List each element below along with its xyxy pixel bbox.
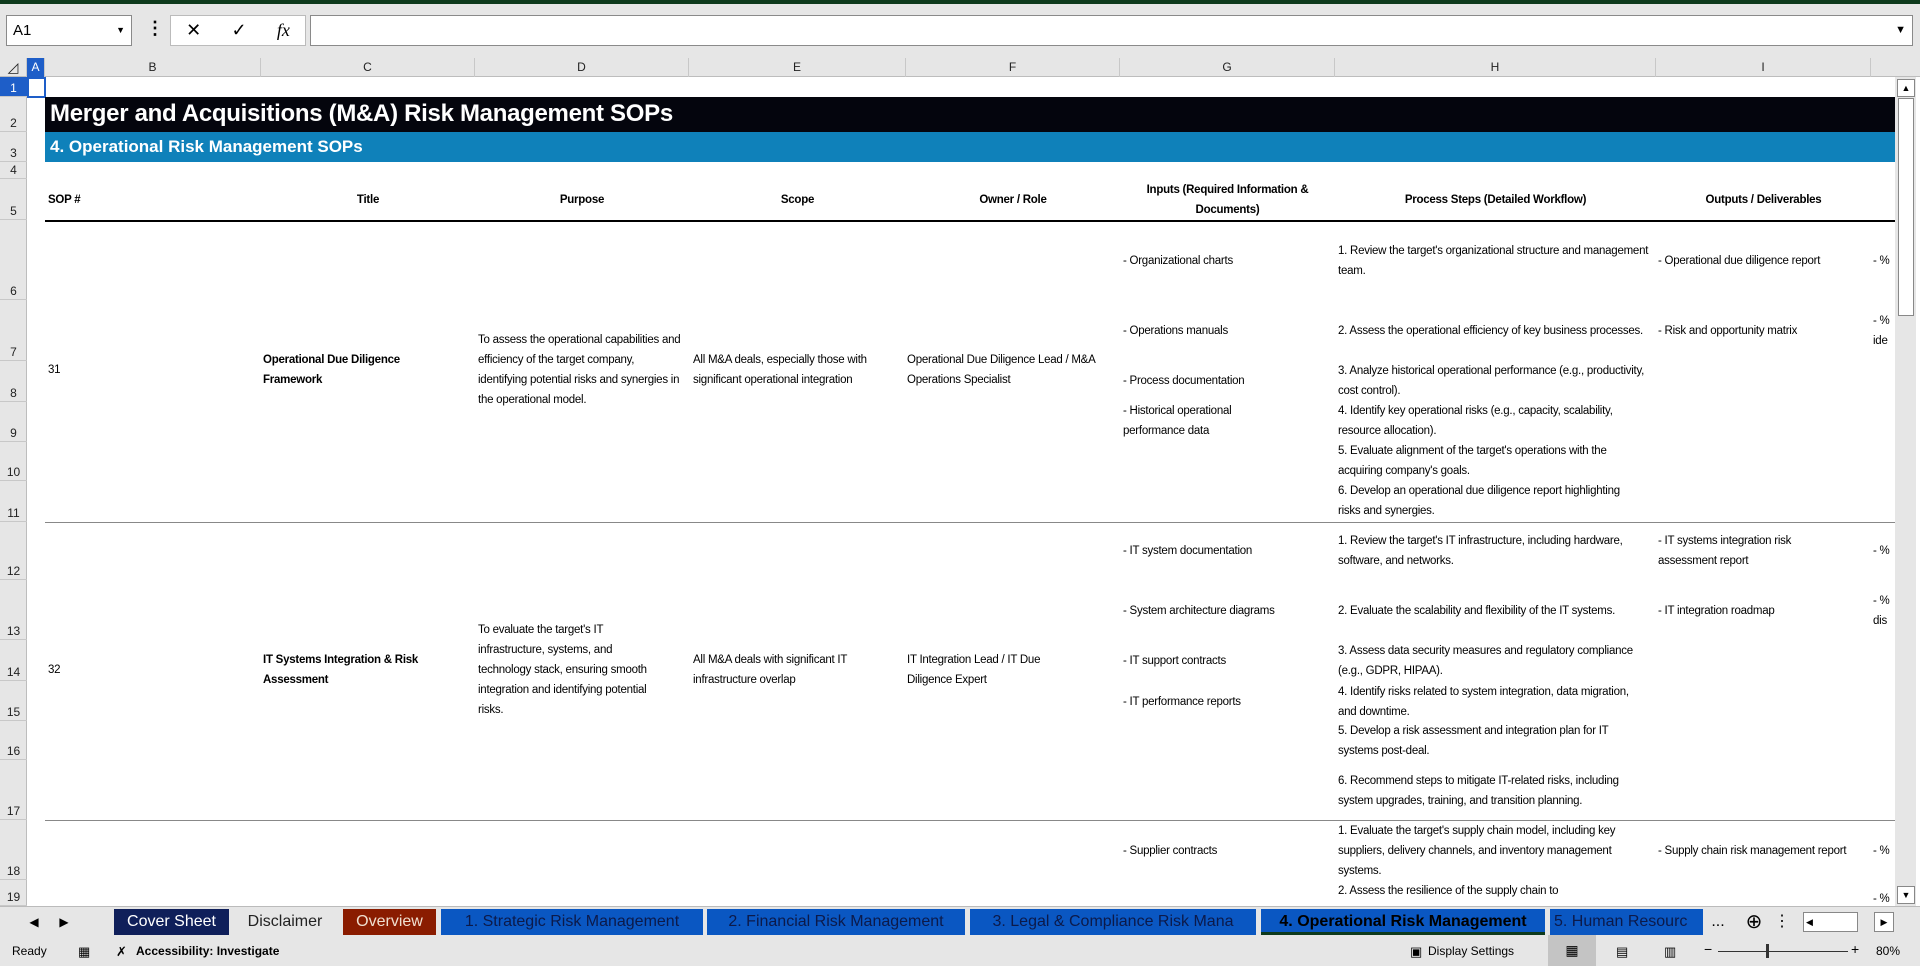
formula-input[interactable] [310, 15, 1913, 46]
column-header-h[interactable]: H [1335, 58, 1656, 77]
output-item[interactable]: - IT integration roadmap [1658, 605, 1775, 617]
output-item[interactable]: - Risk and opportunity matrix [1658, 325, 1798, 337]
section-title: 4. Operational Risk Management SOPs [45, 132, 1895, 162]
row-header[interactable]: 14 [0, 640, 27, 681]
input-item[interactable]: - Organizational charts [1123, 255, 1233, 267]
column-header-i[interactable]: I [1656, 58, 1871, 77]
process-step[interactable]: 2. Assess the resilience of the supply chain to [1338, 885, 1559, 897]
overflow-text: ide [1873, 335, 1888, 347]
process-step[interactable]: 1. Review the target's IT infrastructure, including hardware, software, and networks. [1338, 535, 1623, 567]
horizontal-scroll-right-icon[interactable]: ▶ [1874, 912, 1894, 932]
accessibility-icon[interactable]: ✗ [116, 944, 127, 959]
sop-owner[interactable]: IT Integration Lead / IT Due Diligence Expert [907, 654, 1041, 686]
header-divider [45, 220, 1895, 222]
more-options-icon[interactable]: ⋮ [146, 18, 164, 38]
enter-icon[interactable]: ✓ [231, 20, 247, 40]
sop-purpose[interactable]: To assess the operational capabilities and efficiency of the target company, identifying potential risks and synergies in the operational model. [478, 334, 681, 406]
input-item[interactable]: - IT support contracts [1123, 655, 1226, 667]
row-header[interactable]: 8 [0, 361, 27, 402]
output-item[interactable]: - IT systems integration risk assessment report [1658, 535, 1792, 567]
display-settings-button[interactable]: Display Settings [1428, 944, 1515, 958]
tab-scroll-right-icon[interactable]: ▶ [59, 915, 69, 929]
column-header-g[interactable]: G [1120, 58, 1335, 77]
row-header[interactable]: 18 [0, 820, 27, 880]
input-item[interactable]: - Process documentation [1123, 375, 1245, 387]
input-item[interactable]: - Historical operational performance data [1123, 405, 1232, 437]
sop-scope[interactable]: All M&A deals, especially those with significant operational integration [693, 354, 867, 386]
process-step[interactable]: 2. Assess the operational efficiency of key business processes. [1338, 325, 1643, 337]
column-header-c[interactable]: C [261, 58, 475, 77]
select-all-icon[interactable]: ◿ [0, 58, 27, 77]
row-header[interactable]: 10 [0, 442, 27, 481]
header-scope: Scope [780, 194, 815, 206]
header-title: Title [356, 194, 380, 206]
tab-operational-risk[interactable]: 4. Operational Risk Management [1261, 909, 1545, 935]
row-headers [0, 77, 27, 906]
horizontal-scroll-left-icon[interactable]: ◀ [1803, 912, 1858, 932]
scroll-up-icon[interactable]: ▲ [1897, 79, 1915, 97]
process-step[interactable]: 3. Assess data security measures and regulatory compliance (e.g., GDPR, HIPAA). [1338, 645, 1633, 677]
expand-formula-icon[interactable]: ▼ [1895, 24, 1906, 36]
input-item[interactable]: - IT system documentation [1123, 545, 1253, 557]
macro-recording-icon[interactable]: ▦ [78, 944, 91, 959]
process-step[interactable]: 5. Develop a risk assessment and integration plan for IT systems post-deal. [1338, 725, 1609, 757]
insert-function-icon[interactable]: fx [276, 20, 290, 40]
status-bar [0, 935, 1920, 966]
overflow-text: - % [1873, 845, 1890, 857]
row-header[interactable]: 17 [0, 760, 27, 820]
tab-overview[interactable]: Overview [343, 909, 436, 935]
tab-strategic-risk[interactable]: 1. Strategic Risk Management [441, 909, 703, 935]
selected-cell-a1[interactable] [27, 77, 46, 98]
cancel-icon[interactable]: ✕ [186, 20, 202, 40]
column-header-b[interactable]: B [45, 58, 261, 77]
tab-human-resources[interactable]: 5. Human Resourc [1550, 909, 1703, 935]
column-header-a[interactable]: A [27, 58, 45, 77]
name-box[interactable] [6, 15, 132, 46]
sheet-title: Merger and Acquisitions (M&A) Risk Management SOPs [45, 97, 1895, 132]
input-item[interactable]: - System architecture diagrams [1123, 605, 1275, 617]
row-divider [45, 522, 1895, 523]
tab-options-icon[interactable]: ⋮ [1774, 913, 1790, 930]
sop-scope[interactable]: All M&A deals with significant IT infrastructure overlap [693, 654, 847, 686]
row-header[interactable]: 13 [0, 580, 27, 640]
process-step[interactable]: 3. Analyze historical operational performance (e.g., productivity, cost control). [1338, 365, 1645, 397]
sop-number[interactable]: 32 [48, 664, 61, 676]
process-step[interactable]: 6. Develop an operational due diligence report highlighting risks and synergies. [1338, 485, 1620, 517]
row-header[interactable]: 3 [0, 132, 27, 162]
row-header[interactable]: 16 [0, 721, 27, 760]
sheet-tab-bar [0, 906, 1920, 935]
tab-scroll-left-icon[interactable]: ◀ [29, 915, 39, 929]
overflow-text: - % [1873, 255, 1890, 267]
row-header[interactable]: 19 [0, 880, 27, 906]
tab-disclaimer[interactable]: Disclaimer [247, 913, 323, 930]
sop-purpose[interactable]: To evaluate the target's IT infrastructure, systems, and technology stack, ensuring smooth integration and identifying potential risks. [478, 624, 647, 716]
more-tabs[interactable]: ... [1711, 913, 1725, 930]
tab-legal-compliance-risk[interactable]: 3. Legal & Compliance Risk Mana [970, 909, 1256, 935]
header-sop: SOP # [48, 194, 81, 206]
column-header-e[interactable]: E [689, 58, 906, 77]
overflow-text: - % [1873, 315, 1890, 327]
header-outputs: Outputs / Deliverables [1705, 194, 1822, 206]
zoom-in-button[interactable]: + [1851, 941, 1860, 957]
display-settings-icon[interactable]: ▣ [1410, 944, 1423, 959]
overflow-text: - % [1873, 893, 1890, 905]
zoom-out-button[interactable]: − [1704, 941, 1713, 957]
accessibility-status[interactable]: Accessibility: Investigate [136, 944, 280, 958]
row-header[interactable]: 12 [0, 522, 27, 580]
overflow-text: dis [1873, 615, 1887, 627]
page-break-view-icon[interactable]: ▥ [1664, 944, 1677, 959]
add-sheet-icon[interactable]: ⊕ [1745, 911, 1763, 933]
row-header[interactable]: 1 [0, 77, 27, 97]
input-item[interactable]: - IT performance reports [1123, 696, 1241, 708]
row-header[interactable]: 4 [0, 162, 27, 179]
chevron-down-icon[interactable]: ▼ [116, 25, 125, 35]
overflow-text: - % [1873, 545, 1890, 557]
process-step[interactable]: 4. Identify risks related to system integration, data migration, and downtime. [1338, 686, 1629, 718]
input-item[interactable]: - Operations manuals [1123, 325, 1228, 337]
scrollbar-thumb[interactable] [1898, 98, 1914, 316]
process-step[interactable]: 5. Evaluate alignment of the target's operations with the acquiring company's goals. [1338, 445, 1607, 477]
page-layout-view-icon[interactable]: ▤ [1616, 944, 1629, 959]
process-step[interactable]: 1. Evaluate the target's supply chain model, including key suppliers, delivery channels, and inventory management systems. [1338, 825, 1616, 877]
header-purpose: Purpose [559, 194, 605, 206]
process-step[interactable]: 2. Evaluate the scalability and flexibility of the IT systems. [1338, 605, 1616, 617]
row-header[interactable]: 11 [0, 481, 27, 522]
output-item[interactable]: - Operational due diligence report [1658, 255, 1821, 267]
input-item[interactable]: - Supplier contracts [1123, 845, 1218, 857]
sop-number[interactable]: 31 [48, 364, 61, 376]
tab-financial-risk[interactable]: 2. Financial Risk Management [707, 909, 965, 935]
row-header[interactable]: 9 [0, 402, 27, 442]
row-header[interactable]: 7 [0, 300, 27, 361]
process-step[interactable]: 4. Identify key operational risks (e.g., capacity, scalability, resource allocation). [1338, 405, 1613, 437]
sop-owner[interactable]: Operational Due Diligence Lead / M&A Operations Specialist [907, 354, 1095, 386]
row-header[interactable]: 2 [0, 97, 27, 132]
row-header[interactable]: 6 [0, 220, 27, 300]
normal-view-icon[interactable]: ▦ [1548, 935, 1596, 966]
header-owner: Owner / Role [979, 194, 1047, 206]
row-header[interactable]: 15 [0, 681, 27, 721]
header-steps: Process Steps (Detailed Workflow) [1404, 194, 1587, 206]
zoom-level[interactable]: 80% [1876, 944, 1901, 958]
header-inputs: Inputs (Required Information & Documents) [1146, 184, 1309, 216]
zoom-slider[interactable] [1718, 951, 1848, 952]
row-header[interactable]: 5 [0, 179, 27, 220]
formula-buttons [170, 15, 306, 46]
status-ready: Ready [12, 944, 47, 958]
sop-title[interactable]: IT Systems Integration & Risk Assessment [263, 654, 419, 686]
name-box-value: A1 [13, 22, 32, 39]
column-headers [0, 58, 1920, 77]
tab-cover-sheet[interactable]: Cover Sheet [114, 909, 229, 935]
sop-title[interactable]: Operational Due Diligence Framework [263, 354, 400, 386]
scroll-down-icon[interactable]: ▼ [1897, 886, 1915, 904]
column-header-d[interactable]: D [475, 58, 689, 77]
column-header-f[interactable]: F [906, 58, 1120, 77]
output-item[interactable]: - Supply chain risk management report [1658, 845, 1847, 857]
zoom-slider-thumb[interactable] [1766, 944, 1769, 958]
process-step[interactable]: 6. Recommend steps to mitigate IT-related risks, including system upgrades, training, and transition planning. [1338, 775, 1619, 807]
process-step[interactable]: 1. Review the target's organizational structure and management team. [1338, 245, 1649, 277]
overflow-text: - % [1873, 595, 1890, 607]
